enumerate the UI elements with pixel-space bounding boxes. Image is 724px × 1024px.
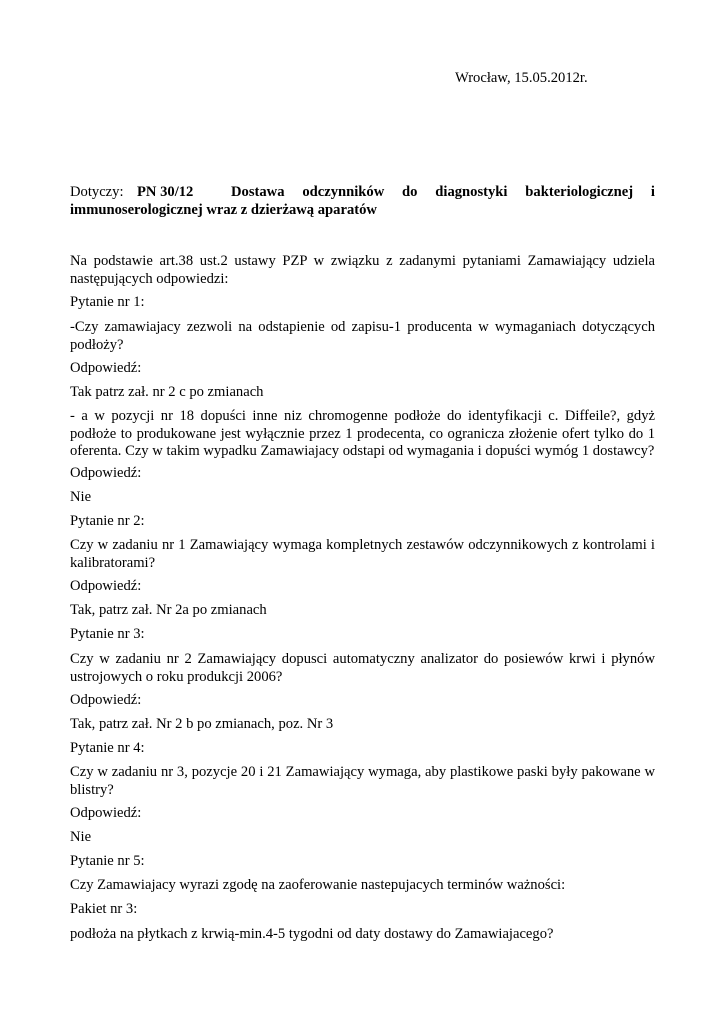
question-text: Czy w zadaniu nr 2 Zamawiający dopusci automatyczny analizator do posiewów krwi i płynów ustrojowych o roku produkcji 2006? [70, 651, 655, 685]
question-text: Czy w zadaniu nr 1 Zamawiający wymaga kompletnych zestawów odczynnikowych z kontrolami i kalibratorami? [70, 537, 655, 571]
question-text: -Czy zamawiajacy zezwoli na odstapienie od zapisu-1 producenta w wymaganiach dotyczących podłoży? [70, 319, 655, 353]
answer-text: Nie [70, 829, 92, 845]
question-text: Czy Zamawiajacy wyrazi zgodę na zaoferowanie nastepujacych terminów ważności: [70, 877, 566, 893]
package-label: Pakiet nr 3: [70, 901, 138, 917]
question-label: Pytanie nr 5: [70, 853, 145, 869]
answer-label: Odpowiedź: [70, 360, 142, 376]
answer-text: Nie [70, 489, 92, 505]
question-text: podłoża na płytkach z krwią-min.4-5 tygodni od daty dostawy do Zamawiajacego? [70, 926, 554, 942]
answer-label: Odpowiedź: [70, 805, 142, 821]
question-label: Pytanie nr 2: [70, 513, 145, 529]
question-text: - a w pozycji nr 18 dopuści inne niz chromogenne podłoże do identyfikacji c. Diffeile?, gdyż podłoże to produkowane jest wyłącznie przez 1 prodecenta, co ogranicza złożenie ofert tylko do 1 oferenta. Czy w takim wypadku Zamawiajacy odstapi od wymagania i dopuści wymóg 1 dostawcy? [70, 408, 655, 460]
question-text: Czy w zadaniu nr 3, pozycje 20 i 21 Zamawiający wymaga, aby plastikowe paski były pakowane w blistry? [70, 764, 655, 798]
subject-label: Dotyczy: [70, 184, 124, 200]
answer-text: Tak, patrz zał. Nr 2a po zmianach [70, 602, 267, 618]
answer-label: Odpowiedź: [70, 692, 142, 708]
intro-paragraph: Na podstawie art.38 ust.2 ustawy PZP w związku z zadanymi pytaniami Zamawiający udziela następujących odpowiedzi: [70, 253, 655, 287]
answer-label: Odpowiedź: [70, 465, 142, 481]
answer-label: Odpowiedź: [70, 578, 142, 594]
answer-text: Tak, patrz zał. Nr 2 b po zmianach, poz. Nr 3 [70, 716, 334, 732]
question-label: Pytanie nr 4: [70, 740, 145, 756]
subject-line [70, 184, 655, 219]
question-label: Pytanie nr 3: [70, 626, 145, 642]
question-label: Pytanie nr 1: [70, 294, 145, 310]
answer-text: Tak patrz zał. nr 2 c po zmianach [70, 384, 264, 400]
place-date: Wrocław, 15.05.2012r. [455, 70, 588, 86]
subject-title-line1: Dostawa odczynników do diagnostyki bakteriologicznej i [231, 184, 655, 200]
subject-title-line2: immunoserologicznej wraz z dzierżawą aparatów [70, 201, 377, 218]
subject-case-number: PN 30/12 [137, 184, 194, 200]
